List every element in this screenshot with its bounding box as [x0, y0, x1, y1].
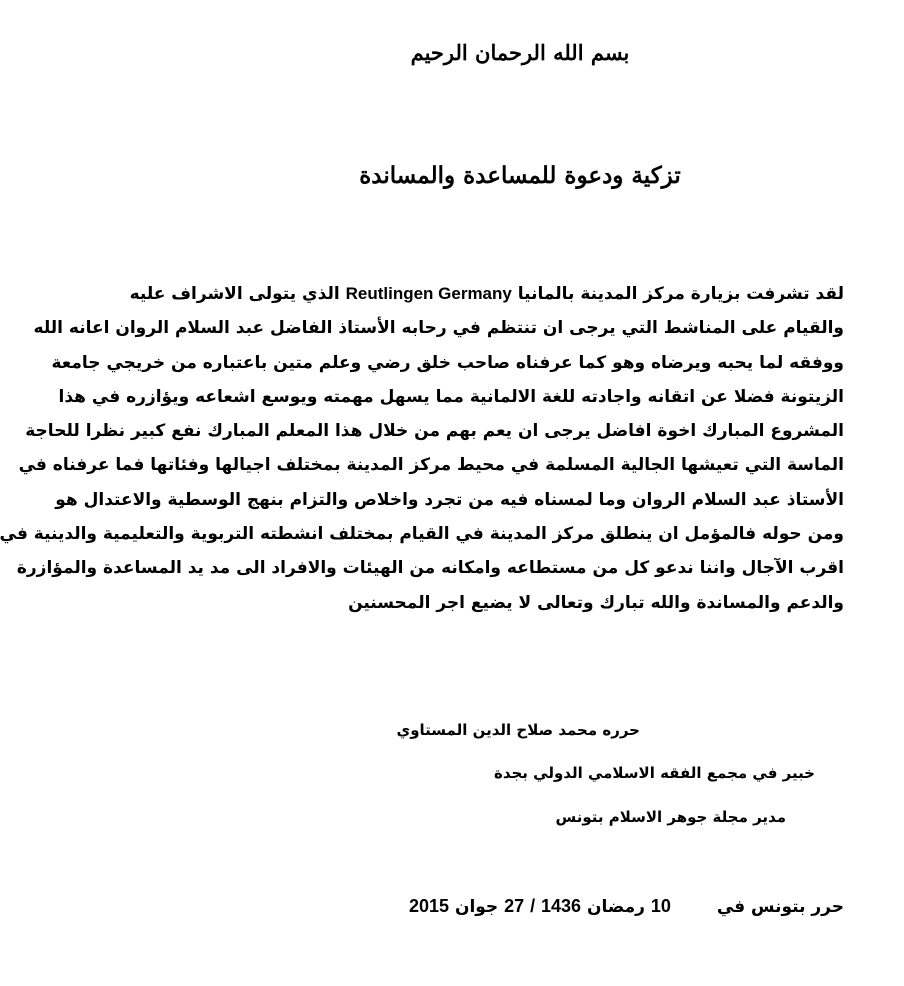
body-line-text: الذي يتولى الاشراف عليه [129, 284, 346, 304]
date-line [409, 896, 844, 917]
body-line [129, 277, 844, 311]
body-line: والقيام على المناشط التي يرجى ان تنتظم في رحابه الأستاذ الفاضل عبد السلام الروان اعانه الله [33, 318, 844, 339]
greg-month: جوان [454, 897, 499, 917]
body-line: والدعم والمساندة والله تبارك وتعالى لا يضيع اجر المحسنين [348, 592, 844, 613]
signature-role-academy: خبير في مجمع الفقه الاسلامي الدولي بجدة [493, 764, 815, 782]
date-separator: / [530, 896, 536, 916]
letter-body [0, 277, 844, 620]
basmala-heading: بسم الله الرحمان الرحيم [410, 40, 630, 65]
location-latin: Reutlingen Germany [345, 284, 512, 303]
hijri-year: 1436 [541, 896, 582, 916]
hijri-day: 10 [650, 896, 671, 916]
body-line: الزيتونة فضلا عن اتقانه واجادته للغة الالمانية مما يسهل مهمته ويوسع اشعاعه ويؤازره في هذا [58, 386, 844, 407]
hijri-month: رمضان [586, 897, 645, 917]
document-title: تزكية ودعوة للمساعدة والمساندة [359, 162, 681, 189]
body-line: ومن حوله فالمؤمل ان ينطلق مركز المدينة في القيام بمختلف انشطته التربوية والتعليمية والدينية في [0, 524, 844, 545]
date-place: حرر بتونس في [716, 897, 844, 917]
body-line: الأستاذ عبد السلام الروان وما لمسناه فيه من تجرد واخلاص والتزام بنهج الوسطية والاعتدال هو [55, 489, 844, 510]
signature-role-journal: مدير مجلة جوهر الاسلام بتونس [555, 808, 786, 826]
greg-day: 27 [504, 896, 525, 916]
body-line: الماسة التي تعيشها الجالية المسلمة في محيط مركز المدينة بمختلف اجيالها وفئاتها فما عرفناه في [18, 455, 844, 476]
signature-author: حرره محمد صلاح الدين المستاوي [396, 721, 640, 739]
body-line: المشروع المبارك اخوة افاضل يرجى ان يعم بهم من خلال هذا المعلم المبارك نفع كبير نظرا للحاجة [25, 421, 844, 442]
body-line: ووفقه لما يحبه ويرضاه وهو كما عرفناه صاحب خلق رضي وعلم متين باعتباره من خريجي جامعة [51, 352, 844, 373]
body-line-text: لقد تشرفت بزيارة مركز المدينة بالمانيا [511, 284, 844, 304]
body-line: اقرب الآجال واننا ندعو كل من مستطاعه وامكانه من الهيئات والافراد الى مد يد المساعدة والمؤازرة [16, 558, 844, 579]
greg-year: 2015 [408, 896, 450, 916]
